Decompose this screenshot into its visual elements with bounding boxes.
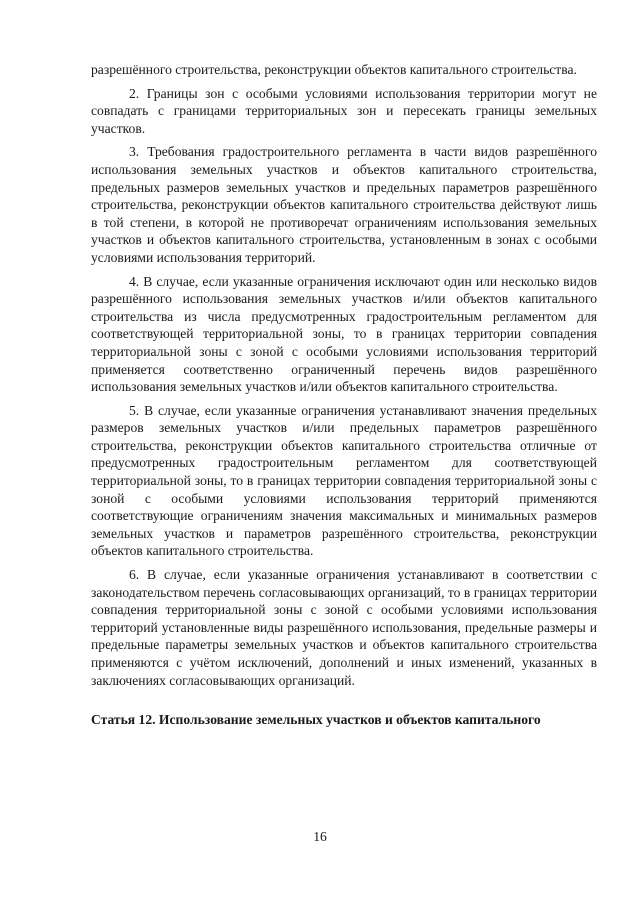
paragraph-6: 6. В случае, если указанные ограничения устанавливают в соответствии с законодательством перечень согласовывающих организаций, то в границах территории совпадения территориальной зоны с зоной с особыми условиями использования территорий установленные виды разрешённого использования, предельные размеры и предельные параметры земельных участков и объектов капитального строительства применяются с учётом исключений, дополнений и иных изменений, указанных в заключениях согласовывающих организаций. (91, 567, 597, 688)
paragraph-continuation: разрешённого строительства, реконструкции объектов капитального строительства. (91, 62, 577, 77)
paragraph-4: 4. В случае, если указанные ограничения исключают один или несколько видов разрешённого использования земельных участков и/или объектов капитального строительства из числа предусмотренных градостроительным регламентом для соответствующей территориальной зоны, то в границах территории совпадения территориальной зоны с зоной с особыми условиями использования территорий применяется соответственно ограниченный перечень видов разрешённого использования земельных участков и/или объектов капитального строительства. (91, 273, 597, 395)
paragraph-5: 5. В случае, если указанные ограничения устанавливают значения предельных размеров земельных участков и/или предельных параметров разрешённого строительства, реконструкции объектов капитального строительства отличные от предусмотренных градостроительным регламентом для соответствующей территориальной зоны, то в границах территории совпадения территориальной зоны с зоной с особыми условиями использования территорий применяются соответствующие ограничениям значения максимальных и минимальных размеров земельных участков и параметров разрешённого строительства, реконструкции объектов капитального строительства. (91, 402, 597, 559)
document-body (91, 61, 597, 729)
article-heading: Статья 12. Использование земельных участков и объектов капитального (91, 712, 541, 728)
paragraph-2: 2. Границы зон с особыми условиями использования территории могут не совпадать с границами территориальных зон и пересекать границы земельных участков. (91, 85, 597, 136)
page-number: 16 (313, 829, 327, 844)
paragraph-3: 3. Требования градостроительного регламента в части видов разрешённого использования земельных участков и объектов капитального строительства, предельных размеров земельных участков и предельных параметров разрешённого строительства, реконструкции объектов капитального строительства действуют лишь в той степени, в которой не противоречат ограничениям использования земельных участков и объектов капитального строительства, установленным в зонах с особыми условиями использования территорий. (91, 144, 597, 265)
